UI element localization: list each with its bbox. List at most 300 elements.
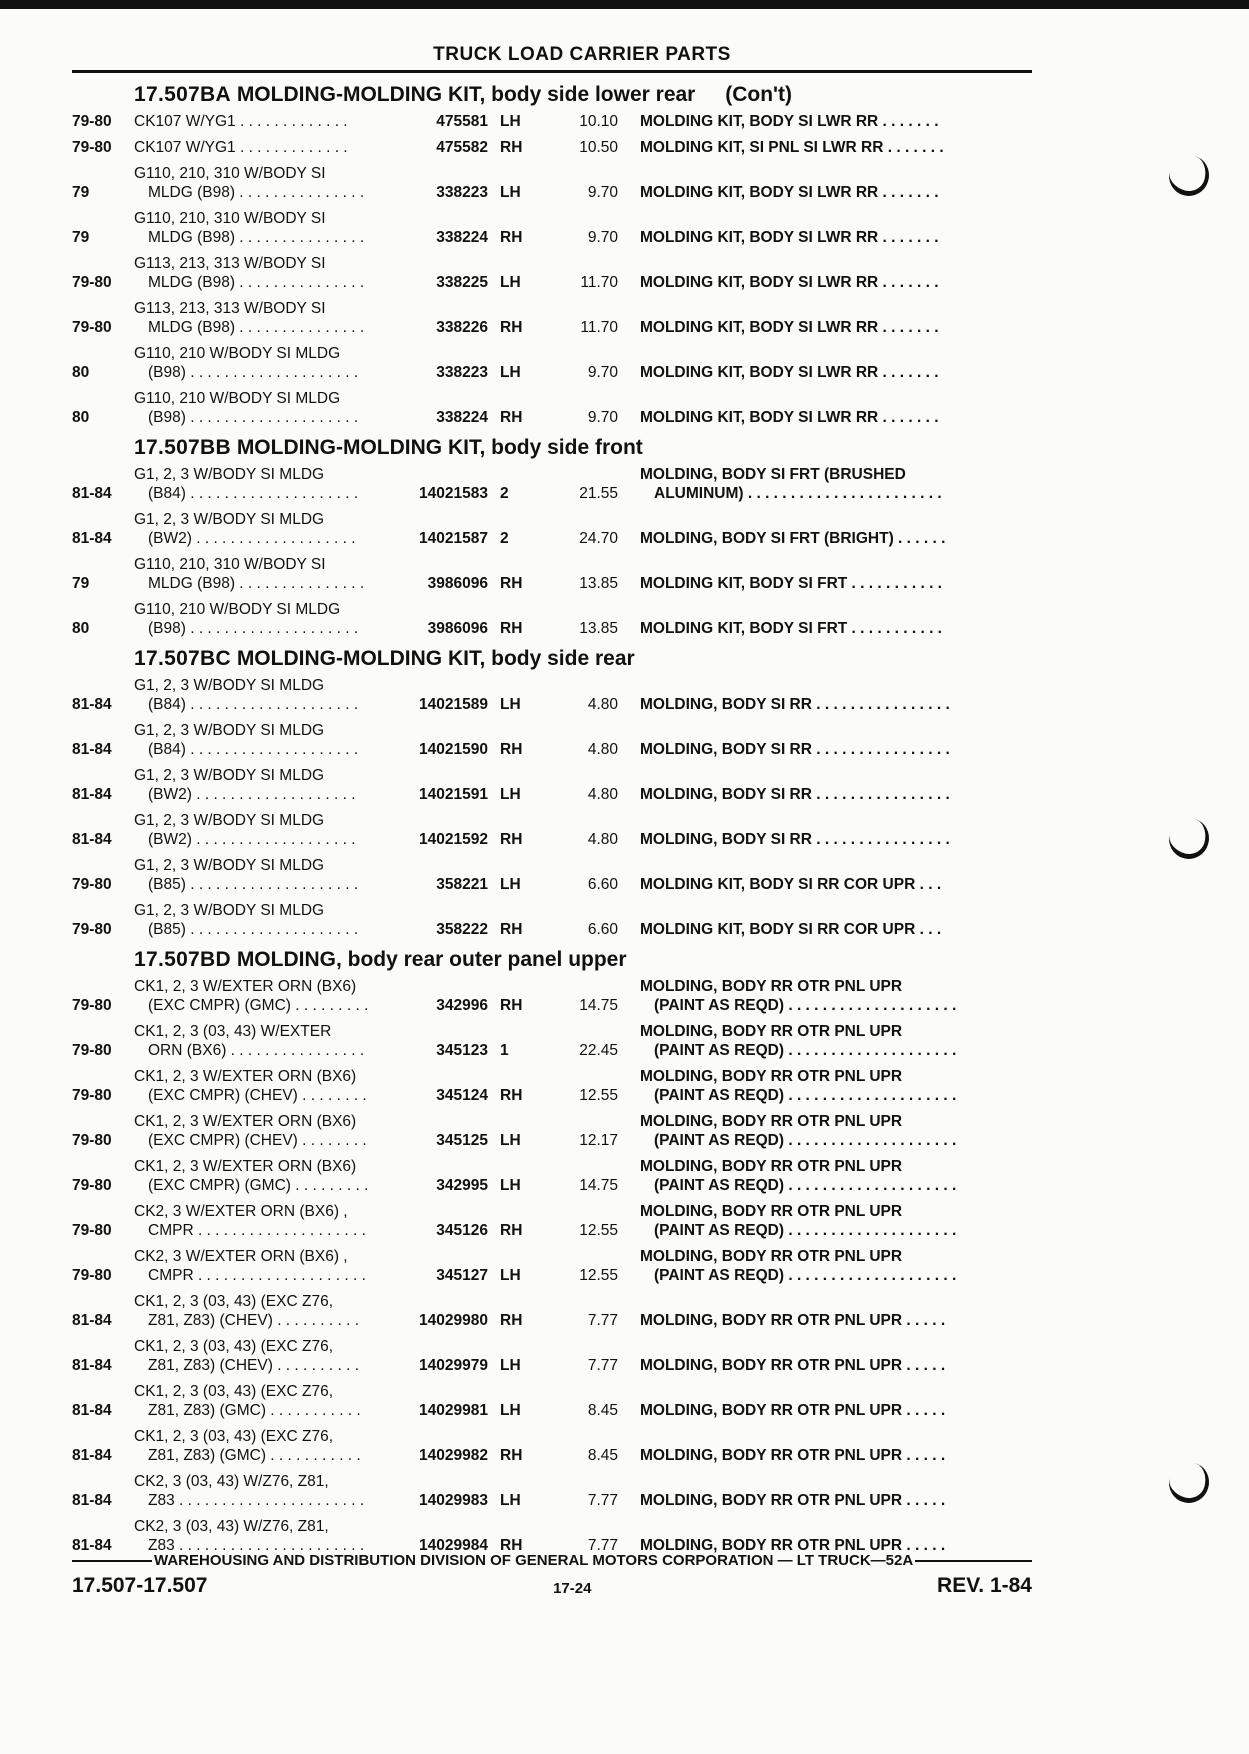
table-row bbox=[72, 1067, 1032, 1105]
row-price: 7.77 bbox=[587, 1357, 618, 1374]
row-part-name bbox=[618, 363, 1032, 382]
row-description bbox=[134, 1157, 396, 1195]
row-price: 12.55 bbox=[579, 1087, 618, 1104]
row-description bbox=[134, 1112, 396, 1150]
row-description bbox=[134, 1427, 396, 1465]
row-part-name bbox=[618, 1247, 1032, 1285]
row-part-name bbox=[618, 830, 1032, 849]
row-description-line1: CK1, 2, 3 W/EXTER ORN (BX6) bbox=[134, 1113, 357, 1130]
row-qty: LH bbox=[500, 113, 521, 130]
row-description bbox=[134, 112, 396, 131]
row-part-number: 14029984 bbox=[419, 1537, 488, 1554]
row-year: 81-84 bbox=[72, 1537, 112, 1554]
row-description-line2: Z81, Z83) (CHEV) . . . . . . . . . . bbox=[148, 1312, 360, 1329]
row-gap bbox=[72, 247, 1032, 254]
row-gap bbox=[72, 1240, 1032, 1247]
footer-revision: REV. 1-84 bbox=[937, 1574, 1032, 1597]
row-part-name-line1: MOLDING, BODY SI RR . . . . . . . . . . . . . . . . bbox=[640, 786, 950, 803]
row-part-name bbox=[618, 875, 1032, 894]
row-part-name bbox=[618, 740, 1032, 759]
table-row bbox=[72, 1337, 1032, 1375]
row-part-name-line2: (PAINT AS REQD) . . . . . . . . . . . . . . . . . . . . bbox=[654, 1177, 957, 1194]
row-description bbox=[134, 721, 396, 759]
section-note: (Con't) bbox=[725, 83, 792, 106]
row-price: 4.80 bbox=[587, 831, 618, 848]
row-gap bbox=[72, 337, 1032, 344]
row-qty: LH bbox=[500, 1357, 521, 1374]
table-row bbox=[72, 901, 1032, 939]
row-price: 8.45 bbox=[587, 1402, 618, 1419]
row-part-name-line1: MOLDING, BODY RR OTR PNL UPR . . . . . bbox=[640, 1357, 946, 1374]
row-year: 79 bbox=[72, 229, 90, 246]
row-part-number: 338225 bbox=[436, 274, 488, 291]
footer bbox=[72, 1574, 1032, 1598]
row-description-line2: CMPR . . . . . . . . . . . . . . . . . . . . bbox=[148, 1222, 366, 1239]
row-description bbox=[134, 555, 396, 593]
row-price: 6.60 bbox=[587, 921, 618, 938]
row-year: 79-80 bbox=[72, 921, 112, 938]
sections-container bbox=[72, 81, 1032, 1562]
row-price: 13.85 bbox=[579, 575, 618, 592]
row-year: 79-80 bbox=[72, 1087, 112, 1104]
row-part-number: 14029982 bbox=[419, 1447, 488, 1464]
row-part-name-line1: MOLDING, BODY SI RR . . . . . . . . . . . . . . . . bbox=[640, 696, 950, 713]
row-qty: LH bbox=[500, 1267, 521, 1284]
table-row bbox=[72, 977, 1032, 1015]
row-description-line1: CK1, 2, 3 (03, 43) (EXC Z76, bbox=[134, 1428, 334, 1445]
row-part-name-line2: (PAINT AS REQD) . . . . . . . . . . . . . . . . . . . . bbox=[654, 997, 957, 1014]
row-part-number: 342995 bbox=[436, 1177, 488, 1194]
row-description-line1: G1, 2, 3 W/BODY SI MLDG bbox=[134, 722, 325, 739]
section-code: 17.507BB bbox=[134, 436, 231, 459]
table-row bbox=[72, 209, 1032, 247]
section-title: MOLDING-MOLDING KIT, body side lower rear bbox=[236, 83, 696, 106]
row-gap bbox=[72, 894, 1032, 901]
row-part-name-line1: MOLDING, BODY SI RR . . . . . . . . . . . . . . . . bbox=[640, 741, 950, 758]
row-price: 9.70 bbox=[587, 364, 618, 381]
row-part-name-line1: MOLDING KIT, BODY SI LWR RR . . . . . . . bbox=[640, 113, 939, 130]
row-description-line1: CK2, 3 W/EXTER ORN (BX6) , bbox=[134, 1203, 348, 1220]
table-row bbox=[72, 164, 1032, 202]
row-price: 14.75 bbox=[579, 1177, 618, 1194]
row-qty: RH bbox=[500, 319, 523, 336]
row-part-name-line1: MOLDING KIT, BODY SI LWR RR . . . . . . . bbox=[640, 409, 939, 426]
row-part-name-line1: MOLDING, BODY RR OTR PNL UPR bbox=[640, 1113, 903, 1130]
row-description-line1: G110, 210 W/BODY SI MLDG bbox=[134, 601, 341, 618]
row-description-line2: (EXC CMPR) (GMC) . . . . . . . . . bbox=[148, 1177, 369, 1194]
row-part-name-line2: (PAINT AS REQD) . . . . . . . . . . . . . . . . . . . . bbox=[654, 1087, 957, 1104]
row-description bbox=[134, 1022, 396, 1060]
row-part-name bbox=[618, 977, 1032, 1015]
row-part-name bbox=[618, 1067, 1032, 1105]
footer-range: 17.507-17.507 bbox=[72, 1574, 208, 1597]
row-part-name bbox=[618, 1202, 1032, 1240]
row-gap bbox=[72, 1330, 1032, 1337]
row-qty: RH bbox=[500, 921, 523, 938]
row-part-name-line1: MOLDING, BODY RR OTR PNL UPR . . . . . bbox=[640, 1537, 946, 1554]
row-description-line2: ORN (BX6) . . . . . . . . . . . . . . . . bbox=[148, 1042, 365, 1059]
row-description bbox=[134, 1517, 396, 1555]
row-qty: RH bbox=[500, 1087, 523, 1104]
footer-rule-right bbox=[915, 1560, 1032, 1562]
row-part-number: 14029979 bbox=[419, 1357, 488, 1374]
row-year: 79 bbox=[72, 184, 90, 201]
row-description-line1: CK2, 3 (03, 43) W/Z76, Z81, bbox=[134, 1473, 329, 1490]
row-part-number: 14021591 bbox=[419, 786, 488, 803]
row-year: 79-80 bbox=[72, 1042, 112, 1059]
row-description-line1: CK107 W/YG1 . . . . . . . . . . . . . bbox=[134, 113, 348, 130]
row-description-line2: MLDG (B98) . . . . . . . . . . . . . . . bbox=[148, 229, 365, 246]
catalog-page bbox=[72, 44, 1032, 1562]
row-part-name bbox=[618, 408, 1032, 427]
row-gap bbox=[72, 1015, 1032, 1022]
row-qty: RH bbox=[500, 1447, 523, 1464]
row-description-line2: (BW2) . . . . . . . . . . . . . . . . . . . bbox=[148, 831, 356, 848]
row-qty: RH bbox=[500, 1312, 523, 1329]
row-price: 11.70 bbox=[580, 274, 618, 291]
row-description-line1: G113, 213, 313 W/BODY SI bbox=[134, 300, 326, 317]
row-gap bbox=[72, 1465, 1032, 1472]
section-heading bbox=[134, 946, 1032, 973]
row-gap bbox=[72, 1510, 1032, 1517]
row-description bbox=[134, 164, 396, 202]
row-year: 79 bbox=[72, 575, 90, 592]
row-qty: RH bbox=[500, 620, 523, 637]
row-part-number: 14021583 bbox=[419, 485, 488, 502]
row-part-number: 14021592 bbox=[419, 831, 488, 848]
row-part-name-line1: MOLDING, BODY RR OTR PNL UPR . . . . . bbox=[640, 1312, 946, 1329]
row-part-name-line1: MOLDING, BODY RR OTR PNL UPR bbox=[640, 1023, 903, 1040]
row-year: 79-80 bbox=[72, 319, 112, 336]
row-part-name-line1: MOLDING, BODY RR OTR PNL UPR bbox=[640, 1068, 903, 1085]
row-gap bbox=[72, 1285, 1032, 1292]
row-gap bbox=[72, 1060, 1032, 1067]
row-year: 79-80 bbox=[72, 113, 112, 130]
row-part-name-line1: MOLDING KIT, BODY SI LWR RR . . . . . . . bbox=[640, 229, 939, 246]
row-year: 79-80 bbox=[72, 1267, 112, 1284]
row-year: 81-84 bbox=[72, 1312, 112, 1329]
row-year: 79-80 bbox=[72, 1177, 112, 1194]
row-qty: RH bbox=[500, 229, 523, 246]
table-row bbox=[72, 1517, 1032, 1555]
row-gap bbox=[72, 1195, 1032, 1202]
page-title: TRUCK LOAD CARRIER PARTS bbox=[433, 44, 731, 65]
row-description-line1: G110, 210, 310 W/BODY SI bbox=[134, 210, 326, 227]
row-part-number: 338224 bbox=[436, 229, 488, 246]
row-description-line2: MLDG (B98) . . . . . . . . . . . . . . . bbox=[148, 184, 365, 201]
table-row bbox=[72, 1382, 1032, 1420]
row-part-name-line1: MOLDING KIT, BODY SI RR COR UPR . . . bbox=[640, 921, 942, 938]
row-year: 81-84 bbox=[72, 1447, 112, 1464]
row-part-name bbox=[618, 1112, 1032, 1150]
row-gap bbox=[72, 804, 1032, 811]
row-description-line2: Z81, Z83) (GMC) . . . . . . . . . . . bbox=[148, 1447, 361, 1464]
table-row bbox=[72, 1112, 1032, 1150]
row-price: 14.75 bbox=[579, 997, 618, 1014]
row-year: 80 bbox=[72, 620, 90, 637]
row-part-name-line1: MOLDING, BODY RR OTR PNL UPR . . . . . bbox=[640, 1447, 946, 1464]
row-price: 9.70 bbox=[587, 409, 618, 426]
row-part-name-line1: MOLDING, BODY SI FRT (BRIGHT) . . . . . . bbox=[640, 530, 946, 547]
table-row bbox=[72, 465, 1032, 503]
row-description-line1: G1, 2, 3 W/BODY SI MLDG bbox=[134, 767, 325, 784]
row-description-line1: G1, 2, 3 W/BODY SI MLDG bbox=[134, 511, 325, 528]
row-part-name-line1: MOLDING KIT, BODY SI FRT . . . . . . . . . . . bbox=[640, 575, 942, 592]
table-row bbox=[72, 254, 1032, 292]
row-year: 81-84 bbox=[72, 1402, 112, 1419]
row-part-name-line1: MOLDING, BODY RR OTR PNL UPR bbox=[640, 978, 903, 995]
row-qty: LH bbox=[500, 364, 521, 381]
section-code: 17.507BC bbox=[134, 647, 231, 670]
row-part-name bbox=[618, 1022, 1032, 1060]
row-price: 10.50 bbox=[579, 139, 618, 156]
row-description-line2: Z81, Z83) (GMC) . . . . . . . . . . . bbox=[148, 1402, 361, 1419]
row-part-number: 14021589 bbox=[419, 696, 488, 713]
section-heading bbox=[134, 81, 1032, 108]
row-year: 79-80 bbox=[72, 1132, 112, 1149]
row-gap bbox=[72, 759, 1032, 766]
row-part-name bbox=[618, 138, 1032, 157]
punch-hole-mark bbox=[1164, 814, 1213, 864]
row-description bbox=[134, 811, 396, 849]
row-price: 9.70 bbox=[587, 229, 618, 246]
row-part-number: 338223 bbox=[436, 184, 488, 201]
row-qty: LH bbox=[500, 696, 521, 713]
footer-rule-left bbox=[72, 1560, 152, 1562]
row-part-name-line1: MOLDING, BODY RR OTR PNL UPR bbox=[640, 1158, 903, 1175]
table-row bbox=[72, 1427, 1032, 1465]
row-gap bbox=[72, 1150, 1032, 1157]
row-qty: RH bbox=[500, 409, 523, 426]
row-description bbox=[134, 389, 396, 427]
row-description-line1: CK2, 3 (03, 43) W/Z76, Z81, bbox=[134, 1518, 329, 1535]
row-year: 79-80 bbox=[72, 876, 112, 893]
row-description-line2: (EXC CMPR) (CHEV) . . . . . . . . bbox=[148, 1132, 367, 1149]
section-code: 17.507BA bbox=[134, 83, 231, 106]
row-gap bbox=[72, 939, 1032, 946]
row-part-name-line2: ALUMINUM) . . . . . . . . . . . . . . . . . . . . . . . bbox=[654, 485, 942, 502]
table-row bbox=[72, 138, 1032, 157]
row-part-number: 345124 bbox=[436, 1087, 488, 1104]
row-part-number: 14029981 bbox=[419, 1402, 488, 1419]
row-description-line1: CK1, 2, 3 (03, 43) W/EXTER bbox=[134, 1023, 332, 1040]
row-gap bbox=[72, 714, 1032, 721]
row-description bbox=[134, 138, 396, 157]
row-description-line1: CK1, 2, 3 W/EXTER ORN (BX6) bbox=[134, 1068, 357, 1085]
row-year: 81-84 bbox=[72, 831, 112, 848]
row-part-number: 345125 bbox=[436, 1132, 488, 1149]
row-description-line1: CK1, 2, 3 (03, 43) (EXC Z76, bbox=[134, 1338, 334, 1355]
row-description-line2: (B98) . . . . . . . . . . . . . . . . . . . . bbox=[148, 364, 359, 381]
row-qty: LH bbox=[500, 786, 521, 803]
row-description bbox=[134, 1202, 396, 1240]
row-part-name-line1: MOLDING KIT, BODY SI LWR RR . . . . . . . bbox=[640, 319, 939, 336]
table-row bbox=[72, 389, 1032, 427]
row-part-name-line1: MOLDING, BODY RR OTR PNL UPR . . . . . bbox=[640, 1402, 946, 1419]
row-price: 7.77 bbox=[587, 1492, 618, 1509]
row-description bbox=[134, 1382, 396, 1420]
row-part-number: 345123 bbox=[436, 1042, 488, 1059]
row-part-number: 14029983 bbox=[419, 1492, 488, 1509]
row-part-name-line1: MOLDING KIT, BODY SI RR COR UPR . . . bbox=[640, 876, 942, 893]
table-row bbox=[72, 555, 1032, 593]
row-qty: LH bbox=[500, 1402, 521, 1419]
row-price: 6.60 bbox=[587, 876, 618, 893]
row-part-name bbox=[618, 1401, 1032, 1420]
footer-division-text: WAREHOUSING AND DISTRIBUTION DIVISION OF GENERAL MOTORS CORPORATION — LT TRUCK—52A bbox=[154, 1552, 914, 1569]
row-price: 13.85 bbox=[579, 620, 618, 637]
section-heading bbox=[134, 645, 1032, 672]
row-price: 12.17 bbox=[579, 1132, 618, 1149]
row-description bbox=[134, 1337, 396, 1375]
row-qty: LH bbox=[500, 1177, 521, 1194]
row-description-line1: G110, 210 W/BODY SI MLDG bbox=[134, 345, 341, 362]
row-part-name bbox=[618, 785, 1032, 804]
row-gap bbox=[72, 427, 1032, 434]
row-year: 81-84 bbox=[72, 1357, 112, 1374]
row-description bbox=[134, 676, 396, 714]
table-row bbox=[72, 1292, 1032, 1330]
row-year: 79-80 bbox=[72, 139, 112, 156]
row-qty: LH bbox=[500, 1132, 521, 1149]
section-title: MOLDING-MOLDING KIT, body side rear bbox=[236, 647, 635, 670]
row-gap bbox=[72, 131, 1032, 138]
row-gap bbox=[72, 638, 1032, 645]
row-part-number: 338226 bbox=[436, 319, 488, 336]
row-description-line2: (BW2) . . . . . . . . . . . . . . . . . . . bbox=[148, 530, 356, 547]
row-price: 12.55 bbox=[579, 1222, 618, 1239]
row-description bbox=[134, 1067, 396, 1105]
row-part-name bbox=[618, 465, 1032, 503]
row-description-line2: (B84) . . . . . . . . . . . . . . . . . . . . bbox=[148, 485, 359, 502]
row-part-number: 14029980 bbox=[419, 1312, 488, 1329]
row-description-line2: (B85) . . . . . . . . . . . . . . . . . . . . bbox=[148, 921, 359, 938]
row-description bbox=[134, 1472, 396, 1510]
table-row bbox=[72, 1022, 1032, 1060]
table-row bbox=[72, 510, 1032, 548]
row-part-name bbox=[618, 529, 1032, 548]
row-description-line1: CK2, 3 W/EXTER ORN (BX6) , bbox=[134, 1248, 348, 1265]
row-part-number: 14021587 bbox=[419, 530, 488, 547]
row-part-number: 338223 bbox=[436, 364, 488, 381]
row-qty: 2 bbox=[500, 485, 509, 502]
row-description bbox=[134, 465, 396, 503]
row-part-name-line2: (PAINT AS REQD) . . . . . . . . . . . . . . . . . . . . bbox=[654, 1042, 957, 1059]
row-description-line2: (B98) . . . . . . . . . . . . . . . . . . . . bbox=[148, 620, 359, 637]
section-title: MOLDING, body rear outer panel upper bbox=[236, 948, 627, 971]
row-description bbox=[134, 856, 396, 894]
row-description-line1: G110, 210, 310 W/BODY SI bbox=[134, 165, 326, 182]
row-description-line2: (EXC CMPR) (CHEV) . . . . . . . . bbox=[148, 1087, 367, 1104]
table-row bbox=[72, 721, 1032, 759]
row-year: 81-84 bbox=[72, 696, 112, 713]
row-part-number: 3986096 bbox=[427, 620, 488, 637]
row-description-line1: CK1, 2, 3 (03, 43) (EXC Z76, bbox=[134, 1293, 334, 1310]
row-description bbox=[134, 510, 396, 548]
row-description bbox=[134, 600, 396, 638]
row-description bbox=[134, 344, 396, 382]
row-price: 4.80 bbox=[587, 741, 618, 758]
section-code: 17.507BD bbox=[134, 948, 231, 971]
row-description-line2: MLDG (B98) . . . . . . . . . . . . . . . bbox=[148, 575, 365, 592]
row-description-line2: (B84) . . . . . . . . . . . . . . . . . . . . bbox=[148, 741, 359, 758]
row-description-line1: G1, 2, 3 W/BODY SI MLDG bbox=[134, 466, 325, 483]
table-row bbox=[72, 1472, 1032, 1510]
table-row bbox=[72, 299, 1032, 337]
row-gap bbox=[72, 1105, 1032, 1112]
row-gap bbox=[72, 382, 1032, 389]
row-year: 79-80 bbox=[72, 997, 112, 1014]
row-part-number: 3986096 bbox=[427, 575, 488, 592]
table-row bbox=[72, 1157, 1032, 1195]
row-part-name bbox=[618, 183, 1032, 202]
row-part-name bbox=[618, 318, 1032, 337]
row-part-number: 475581 bbox=[436, 113, 488, 130]
row-part-name-line1: MOLDING KIT, BODY SI LWR RR . . . . . . . bbox=[640, 274, 939, 291]
row-description-line2: (EXC CMPR) (GMC) . . . . . . . . . bbox=[148, 997, 369, 1014]
section-heading bbox=[134, 434, 1032, 461]
row-year: 79-80 bbox=[72, 1222, 112, 1239]
row-part-name bbox=[618, 273, 1032, 292]
punch-hole-mark bbox=[1164, 1458, 1213, 1508]
row-part-number: 338224 bbox=[436, 409, 488, 426]
row-part-name-line1: MOLDING, BODY RR OTR PNL UPR . . . . . bbox=[640, 1492, 946, 1509]
row-gap bbox=[72, 157, 1032, 164]
row-price: 12.55 bbox=[579, 1267, 618, 1284]
row-description-line2: MLDG (B98) . . . . . . . . . . . . . . . bbox=[148, 274, 365, 291]
row-part-number: 345126 bbox=[436, 1222, 488, 1239]
row-description-line2: (BW2) . . . . . . . . . . . . . . . . . . . bbox=[148, 786, 356, 803]
row-part-name bbox=[618, 228, 1032, 247]
row-description bbox=[134, 901, 396, 939]
row-qty: LH bbox=[500, 184, 521, 201]
row-year: 81-84 bbox=[72, 1492, 112, 1509]
row-price: 21.55 bbox=[579, 485, 618, 502]
row-price: 10.10 bbox=[579, 113, 618, 130]
row-part-name bbox=[618, 619, 1032, 638]
row-qty: 2 bbox=[500, 530, 509, 547]
row-part-name bbox=[618, 574, 1032, 593]
row-part-number: 14021590 bbox=[419, 741, 488, 758]
row-part-name bbox=[618, 1356, 1032, 1375]
table-row bbox=[72, 600, 1032, 638]
row-part-name-line2: (PAINT AS REQD) . . . . . . . . . . . . . . . . . . . . bbox=[654, 1267, 957, 1284]
row-description-line1: CK1, 2, 3 W/EXTER ORN (BX6) bbox=[134, 1158, 357, 1175]
row-part-name bbox=[618, 1157, 1032, 1195]
table-row bbox=[72, 112, 1032, 131]
row-gap bbox=[72, 593, 1032, 600]
row-gap bbox=[72, 1420, 1032, 1427]
row-description bbox=[134, 299, 396, 337]
row-part-name-line2: (PAINT AS REQD) . . . . . . . . . . . . . . . . . . . . bbox=[654, 1132, 957, 1149]
row-description-line2: (B84) . . . . . . . . . . . . . . . . . . . . bbox=[148, 696, 359, 713]
row-qty: LH bbox=[500, 274, 521, 291]
table-row bbox=[72, 1247, 1032, 1285]
row-description-line1: G110, 210, 310 W/BODY SI bbox=[134, 556, 326, 573]
row-price: 8.45 bbox=[587, 1447, 618, 1464]
row-price: 24.70 bbox=[579, 530, 618, 547]
row-gap bbox=[72, 548, 1032, 555]
row-description-line2: Z83 . . . . . . . . . . . . . . . . . . . . . . bbox=[148, 1537, 365, 1554]
row-part-number: 342996 bbox=[436, 997, 488, 1014]
row-description-line1: G1, 2, 3 W/BODY SI MLDG bbox=[134, 812, 325, 829]
row-part-number: 358222 bbox=[436, 921, 488, 938]
row-qty: LH bbox=[500, 1492, 521, 1509]
row-part-name-line2: (PAINT AS REQD) . . . . . . . . . . . . . . . . . . . . bbox=[654, 1222, 957, 1239]
row-description bbox=[134, 1247, 396, 1285]
table-row bbox=[72, 856, 1032, 894]
row-gap bbox=[72, 202, 1032, 209]
